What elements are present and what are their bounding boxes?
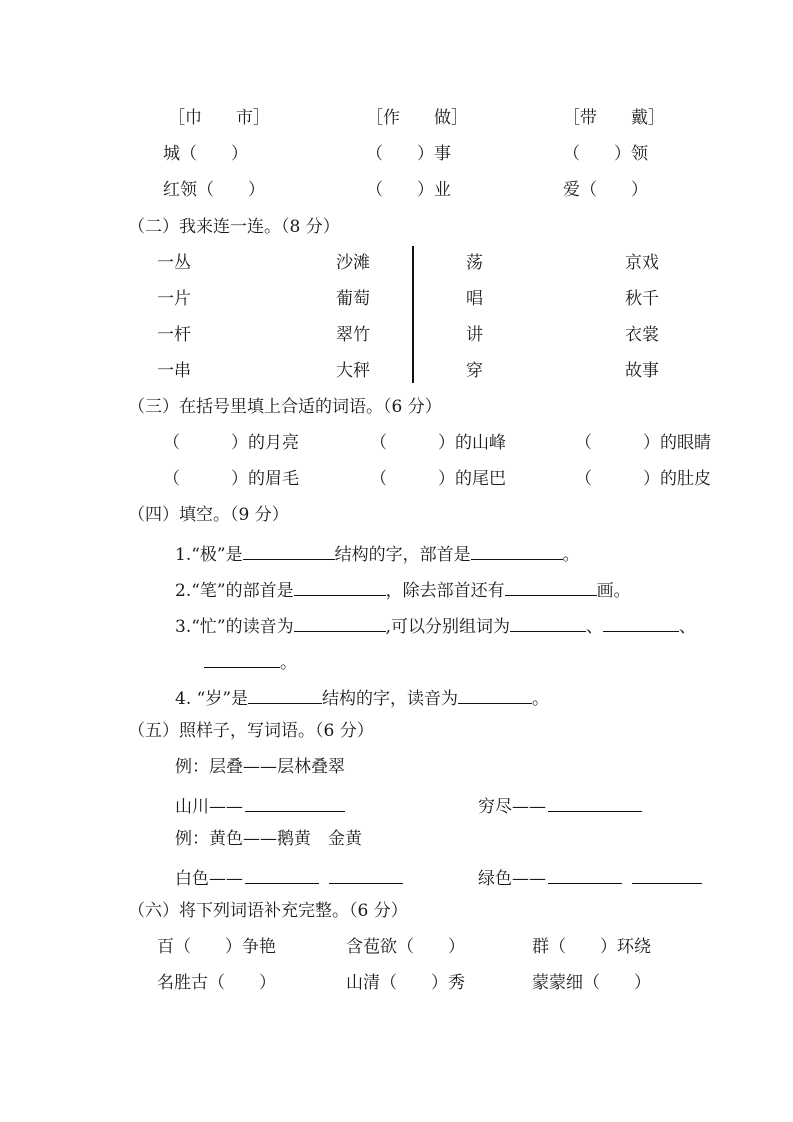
item2-text: 穷尽—— [478,797,546,817]
q1-text-c: 。 [562,545,580,565]
idiom-item[interactable]: 蒙蒙细（ ） [532,973,651,993]
match-right[interactable]: 翠竹 [336,325,370,345]
fill-item[interactable]: （ ）业 [366,180,451,200]
word-item-4 [478,865,702,889]
answer-blank[interactable] [632,865,702,884]
match-left[interactable]: 一串 [157,361,191,381]
item4-text: 绿色—— [478,869,546,889]
answer-blank[interactable] [245,793,345,812]
question-4 [175,685,549,709]
fill-item[interactable]: （ ）领 [563,144,648,164]
q4-text-b: 结构的字，读音为 [322,689,459,709]
q2-text-a: 2.“笔”的部首是 [175,581,294,601]
item1-text: 山川—— [175,797,243,817]
fill-item[interactable]: （ ）的眉毛 [163,469,299,489]
bracket-group-1: ［巾 市］ [168,108,270,128]
q1-text-a: 1.“极”是 [175,545,243,565]
idiom-item[interactable]: 含苞欲（ ） [346,937,465,957]
match-left[interactable]: 讲 [466,325,483,345]
column-divider [412,246,414,383]
fill-item[interactable]: （ ）的眼睛 [575,433,711,453]
question-2 [175,577,631,601]
fill-item[interactable]: （ ）的尾巴 [370,469,506,489]
answer-blank[interactable] [245,865,319,884]
idiom-item[interactable]: 百（ ）争艳 [157,937,276,957]
match-right[interactable]: 秋千 [625,289,659,309]
word-item-1 [175,793,345,817]
answer-blank[interactable] [329,865,403,884]
answer-blank[interactable] [294,577,386,596]
section-title-3: （三）在括号里填上合适的词语。（6 分） [128,397,442,417]
idiom-item[interactable]: 山清（ ）秀 [346,973,465,993]
question-1 [175,541,580,565]
q3-text-c: 、 [586,617,604,637]
fill-item[interactable]: （ ）的山峰 [370,433,506,453]
answer-blank[interactable] [458,685,532,704]
match-left[interactable]: 一丛 [157,253,191,273]
section-title-6: （六）将下列词语补充完整。（6 分） [128,901,408,921]
answer-blank[interactable] [548,865,622,884]
idiom-item[interactable]: 名胜古（ ） [157,973,276,993]
fill-item[interactable]: （ ）的月亮 [163,433,299,453]
section-title-2: （二）我来连一连。（8 分） [128,217,340,237]
fill-item[interactable]: 爱（ ） [563,180,648,200]
section-title-4: （四）填空。（9 分） [128,505,289,525]
match-right[interactable]: 故事 [625,361,659,381]
match-left[interactable]: 唱 [466,289,483,309]
q3-text-a: 3.“忙”的读音为 [175,617,294,637]
q3-text-b: ,可以分别组词为 [385,617,511,637]
section-title-5: （五）照样子，写词语。（6 分） [128,721,374,741]
match-left[interactable]: 一片 [157,289,191,309]
bracket-group-3: ［带 戴］ [563,108,665,128]
q4-text-c: 。 [532,689,550,709]
match-right[interactable]: 衣裳 [625,325,659,345]
answer-blank[interactable] [548,793,642,812]
fill-item[interactable]: 红领（ ） [163,180,265,200]
item3-text: 白色—— [175,869,243,889]
match-left[interactable]: 穿 [466,361,483,381]
idiom-item[interactable]: 群（ ）环绕 [532,937,651,957]
example-1: 例：层叠——层林叠翠 [175,757,345,777]
answer-blank[interactable] [603,613,679,632]
fill-item[interactable]: 城（ ） [163,144,248,164]
q3-text-d: 、 [679,617,697,637]
answer-blank[interactable] [471,541,563,560]
q1-text-b: 结构的字，部首是 [334,545,471,565]
answer-blank[interactable] [294,613,386,632]
answer-blank[interactable] [248,685,322,704]
q2-text-c: 画。 [596,581,631,601]
fill-item[interactable]: （ ）的肚皮 [575,469,711,489]
match-right[interactable]: 京戏 [625,253,659,273]
match-left[interactable]: 一杆 [157,325,191,345]
word-item-2 [478,793,642,817]
answer-blank[interactable] [510,613,586,632]
q3-text-e: 。 [280,653,297,673]
answer-blank[interactable] [243,541,335,560]
q2-text-b: ，除去部首还有 [385,581,505,601]
word-item-3 [175,865,403,889]
bracket-group-2: ［作 做］ [366,108,468,128]
answer-blank[interactable] [505,577,597,596]
match-right[interactable]: 大秤 [336,361,370,381]
answer-blank[interactable] [204,649,280,668]
example-2: 例：黄色——鹅黄 金黄 [175,829,362,849]
match-right[interactable]: 葡萄 [336,289,370,309]
question-3-cont [204,649,297,673]
q4-text-a: 4. “岁”是 [175,689,249,709]
question-3 [175,613,696,637]
match-left[interactable]: 荡 [466,253,483,273]
match-right[interactable]: 沙滩 [336,253,370,273]
fill-item[interactable]: （ ）事 [366,144,451,164]
